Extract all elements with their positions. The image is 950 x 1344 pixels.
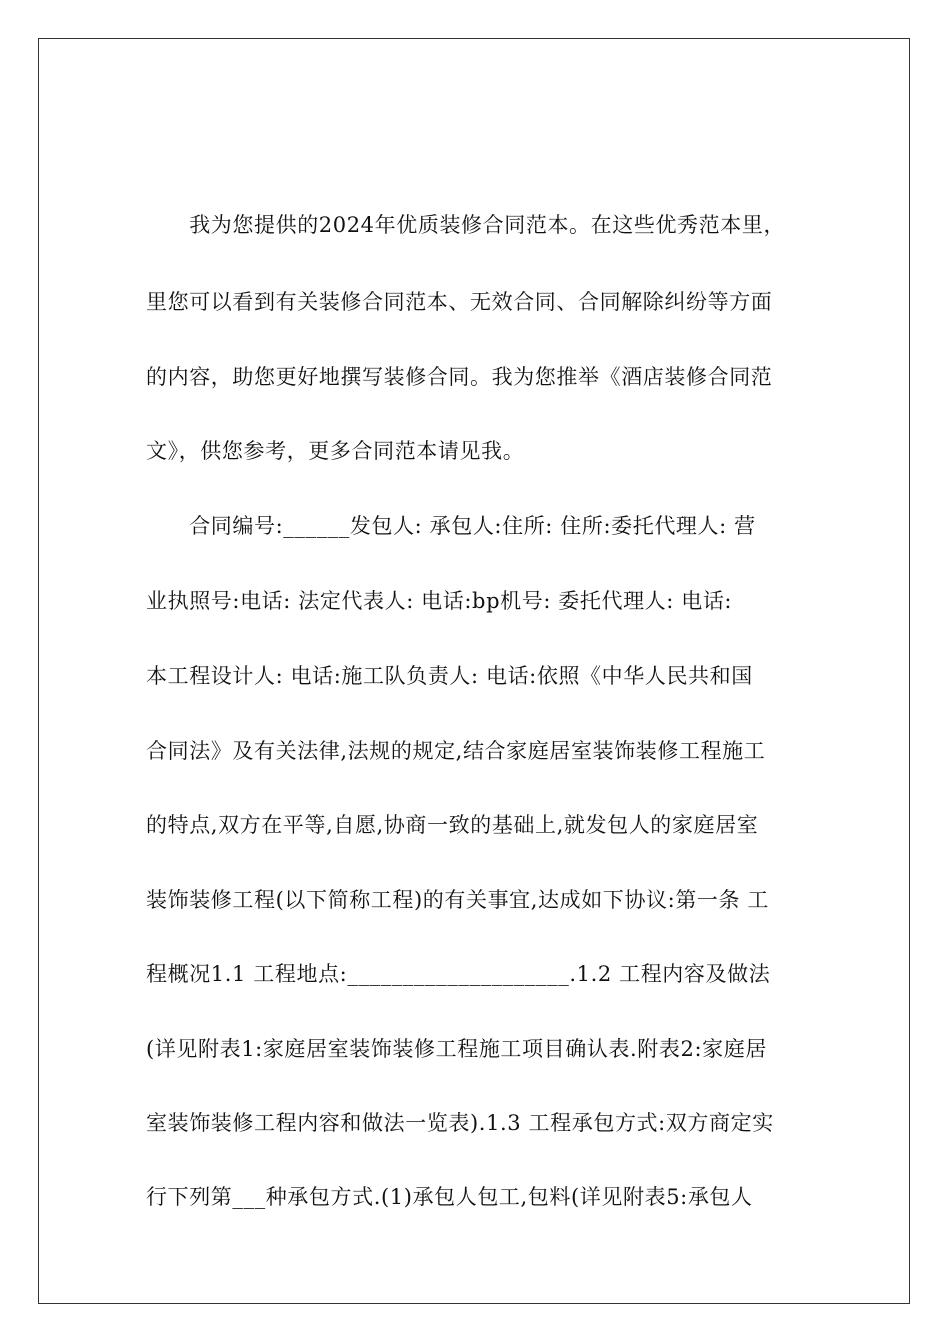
text-line-9: 的特点,双方在平等,自愿,协商一致的基础上,就发包人的家庭居室 [146,813,759,837]
text-line-14: 行下列第___种承包方式.(1)承包人包工,包料(详见附表5:承包人 [146,1185,753,1209]
text-line-13: 室装饰装修工程内容和做法一览表).1.3 工程承包方式:双方商定实 [146,1111,774,1135]
text-line-11: 程概况1.1 工程地点:____________________.1.2 工程内容及做法 [146,962,771,986]
text-line-3: 的内容，助您更好地撰写装修合同。我为您推举《酒店装修合同范 [146,365,773,389]
text-line-7: 本工程设计人: 电话:施工队负责人: 电话:依照《中华人民共和国 [146,664,753,688]
text-line-4: 文》，供您参考，更多合同范本请见我。 [146,439,525,463]
text-line-6: 业执照号:电话: 法定代表人: 电话:bp机号: 委托代理人: 电话: [146,589,733,613]
text-line-10: 装饰装修工程(以下简称工程)的有关事宜,达成如下协议:第一条 工 [146,888,770,912]
text-line-8: 合同法》及有关法律,法规的规定,结合家庭居室装饰装修工程施工 [146,739,766,763]
text-line-5: 合同编号:______发包人: 承包人:住所: 住所:委托代理人: 营 [146,514,756,538]
text-line-12: (详见附表1:家庭居室装饰装修工程施工项目确认表.附表2:家庭居 [146,1037,767,1061]
text-line-2: 里您可以看到有关装修合同范本、无效合同、合同解除纠纷等方面 [146,290,773,314]
text-line-1: 我为您提供的2024年优质装修合同范本。在这些优秀范本里， [146,213,786,237]
